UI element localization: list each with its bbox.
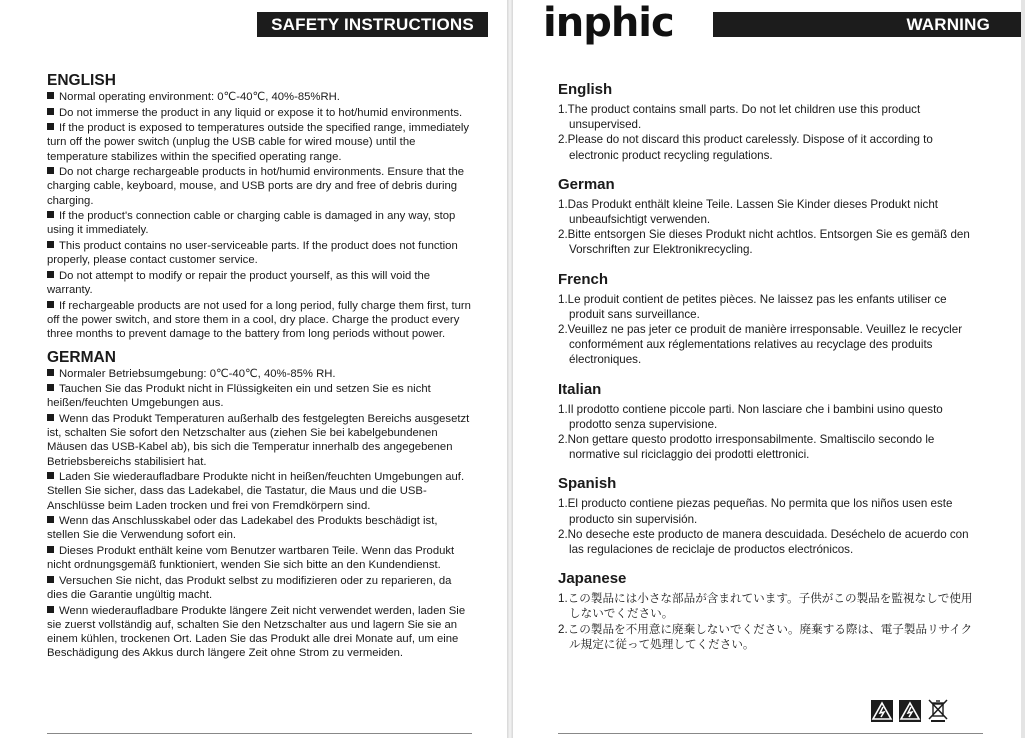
warning-section-spanish [558, 475, 978, 557]
instruction-text: Wenn das Anschlusskabel oder das Ladekabel des Produkts beschädigt ist, stellen Sie die Verwendung sofort ein. [47, 515, 438, 542]
warning-section-german [558, 176, 978, 258]
warning-item: 1.Das Produkt enthält kleine Teile. Lassen Sie Kinder dieses Produkt nicht unbeaufsichtigt verwenden. [558, 197, 939, 227]
bullet-square [47, 606, 54, 613]
warning-item: 1.El producto contiene piezas pequeñas. No permita que los niños usen este producto sin supervisión. [558, 497, 953, 526]
warning-section-heading: French [558, 270, 609, 288]
instruction-item [47, 299, 472, 342]
instruction-item [47, 90, 472, 104]
bullet-square [47, 384, 54, 391]
warning-panel [513, 0, 1025, 738]
instruction-text: Wenn das Produkt Temperaturen außerhalb des festgelegten Bereichs ausgesetzt ist, schalten Sie sofort den Netzschalter aus (ziehen Sie bei kabelgebundenen Mäusen das USB-Kabel ab), bis sich die Temperatur innerhalb des angegebenen Betriebsbereichs stabilisiert hat. [47, 412, 470, 468]
warning-section-italian [558, 381, 978, 463]
instruction-text: Do not charge rechargeable products in hot/humid environments. Ensure that the charging cable, keyboard, mouse, and USB ports are dry and free of debris during charging. [47, 166, 465, 207]
bullet-square [47, 576, 54, 583]
warning-item: 1.The product contains small parts. Do not let children use this product unsupervised. [558, 103, 921, 132]
safety-instructions-panel [0, 0, 507, 738]
bullet-square [47, 414, 54, 421]
instruction-text: Tauchen Sie das Produkt nicht in Flüssigkeiten ein und setzen Sie es nicht heißen/feuchten Umgebungen aus. [47, 383, 431, 410]
instruction-item [47, 544, 472, 572]
bottom-rule [47, 733, 472, 734]
instruction-text: Dieses Produkt enthält keine vom Benutzer wartbaren Teile. Wenn das Produkt nicht ordnungsgemäß funktioniert, wenden Sie sich bitte an den Kundendienst. [47, 544, 455, 572]
instruction-item [47, 121, 472, 164]
warning-section-heading: English [558, 81, 613, 98]
instruction-item [47, 106, 472, 120]
instruction-text: Normaler Betriebsumgebung: 0℃-40℃, 40%-85% RH. [59, 367, 336, 380]
bullet-square [47, 516, 54, 523]
warning-item: 1.Le produit contient de petites pièces. Ne laissez pas les enfants utiliser ce produit sans surveillance. [558, 292, 947, 321]
instruction-item [47, 604, 472, 661]
bullet-square [47, 211, 54, 218]
safety-instructions-body [47, 72, 472, 662]
bullet-square [47, 472, 54, 479]
warning-item: 1.Il prodotto contiene piccole parti. Non lasciare che i bambini usino questo prodotto senza supervisione. [558, 402, 943, 431]
warning-banner: WARNING [713, 12, 1024, 37]
warning-section-french [558, 271, 978, 368]
bottom-rule [558, 733, 983, 734]
safety-instructions-banner: SAFETY INSTRUCTIONS [257, 12, 488, 37]
instruction-item [47, 239, 472, 267]
instruction-item [47, 367, 472, 381]
warning-item: 2.Veuillez ne pas jeter ce produit de manière irresponsable. Veuillez le recycler conformément aux réglementations relatives au recyclage des produits électroniques. [558, 323, 963, 367]
instruction-text: If the product's connection cable or charging cable is damaged in any way, stop using it immediately. [47, 210, 456, 237]
warning-item: 2.Bitte entsorgen Sie dieses Produkt nicht achtlos. Entsorgen Sie es gemäß den Vorschriften zur Elektronikrecycling. [558, 228, 970, 257]
bullet-square [47, 369, 54, 376]
bullet-square [47, 167, 54, 174]
warning-section-heading: Italian [558, 380, 602, 398]
english-heading: ENGLISH [47, 72, 116, 89]
instruction-item [47, 209, 472, 237]
instruction-text: Do not immerse the product in any liquid or expose it to hot/humid environments. [59, 106, 463, 119]
english-instruction-list [47, 90, 472, 341]
instruction-text: If the product is exposed to temperatures outside the specified range, immediately turn off the power switch (unplug the USB cable for wired mouse) until the temperature stabilizes within the specified operating range. [47, 122, 470, 163]
instruction-item [47, 269, 472, 297]
instruction-item [47, 470, 472, 513]
bullet-square [47, 546, 54, 553]
instruction-item [47, 165, 472, 208]
electric-shock-warning-icon [871, 700, 893, 722]
warning-section-japanese [558, 570, 978, 652]
instruction-item [47, 412, 472, 469]
electric-shock-warning-icon [899, 700, 921, 722]
german-instruction-list [47, 367, 472, 661]
crossed-out-bin-icon [927, 698, 949, 722]
bullet-square [47, 108, 54, 115]
page-edge [1021, 0, 1025, 738]
warning-item: 1.この製品には小さな部品が含まれています。子供がこの製品を監視なしで使用しないでください。 [558, 592, 973, 621]
warning-item: 2.Non gettare questo prodotto irresponsabilmente. Smaltiscilo secondo le normative sul riciclaggio dei prodotti elettronici. [558, 433, 935, 462]
warning-section-heading: Japanese [558, 570, 627, 588]
instruction-text: Do not attempt to modify or repair the product yourself, as this will void the warranty. [47, 269, 431, 296]
warning-sections [558, 81, 978, 665]
inphic-logo: inphic [543, 0, 674, 46]
warning-item: 2.No deseche este producto de manera descuidada. Deséchelo de acuerdo con las regulaciones de reciclaje de productos electrónicos. [558, 527, 969, 557]
bullet-square [47, 241, 54, 248]
safety-symbols [871, 700, 949, 727]
instruction-text: Laden Sie wiederaufladbare Produkte nicht in heißen/feuchten Umgebungen auf. Stellen Sie sicher, dass das Ladekabel, die Tastatur, die Maus und die USB-Anschlüsse beim Laden trocken und frei von Fremdkörpern sind. [47, 471, 465, 512]
warning-section-heading: Spanish [558, 475, 617, 493]
bullet-square [47, 92, 54, 99]
instruction-item [47, 382, 472, 410]
instruction-text: Normal operating environment: 0℃-40℃, 40%-85%RH. [59, 91, 340, 103]
warning-item: 2.Please do not discard this product carelessly. Dispose of it according to electronic product recycling regulations. [558, 133, 933, 162]
instruction-text: Wenn wiederaufladbare Produkte längere Zeit nicht verwendet werden, laden Sie sie zuerst vollständig auf, schalten Sie den Netzschalter aus und lagern Sie sie an einem kühlen, trockenen Ort. Laden Sie das Produkt alle drei Monate auf, um eine Beschädigung des Akkus durch längere Zeit ohne Strom zu vermeiden. [47, 604, 466, 660]
german-heading: GERMAN [47, 348, 116, 366]
instruction-text: Versuchen Sie nicht, das Produkt selbst zu modifizieren oder zu reparieren, da dies die Garantie ungültig macht. [47, 574, 452, 601]
instruction-text: This product contains no user-serviceable parts. If the product does not function properly, please contact customer service. [47, 239, 458, 267]
warning-section-english [558, 81, 978, 163]
instruction-item [47, 574, 472, 602]
bullet-square [47, 271, 54, 278]
instruction-item [47, 514, 472, 542]
warning-item: 2.この製品を不用意に廃棄しないでください。廃棄する際は、電子製品リサイクル規定に従って処理してください。 [558, 622, 973, 651]
warning-section-heading: German [558, 175, 615, 193]
bullet-square [47, 123, 54, 130]
bullet-square [47, 301, 54, 308]
instruction-text: If rechargeable products are not used for a long period, fully charge them first, turn off the power switch, and store them in a cool, dry place. Charge the product every three months to prevent damage to the battery from long periods without power. [47, 299, 471, 340]
